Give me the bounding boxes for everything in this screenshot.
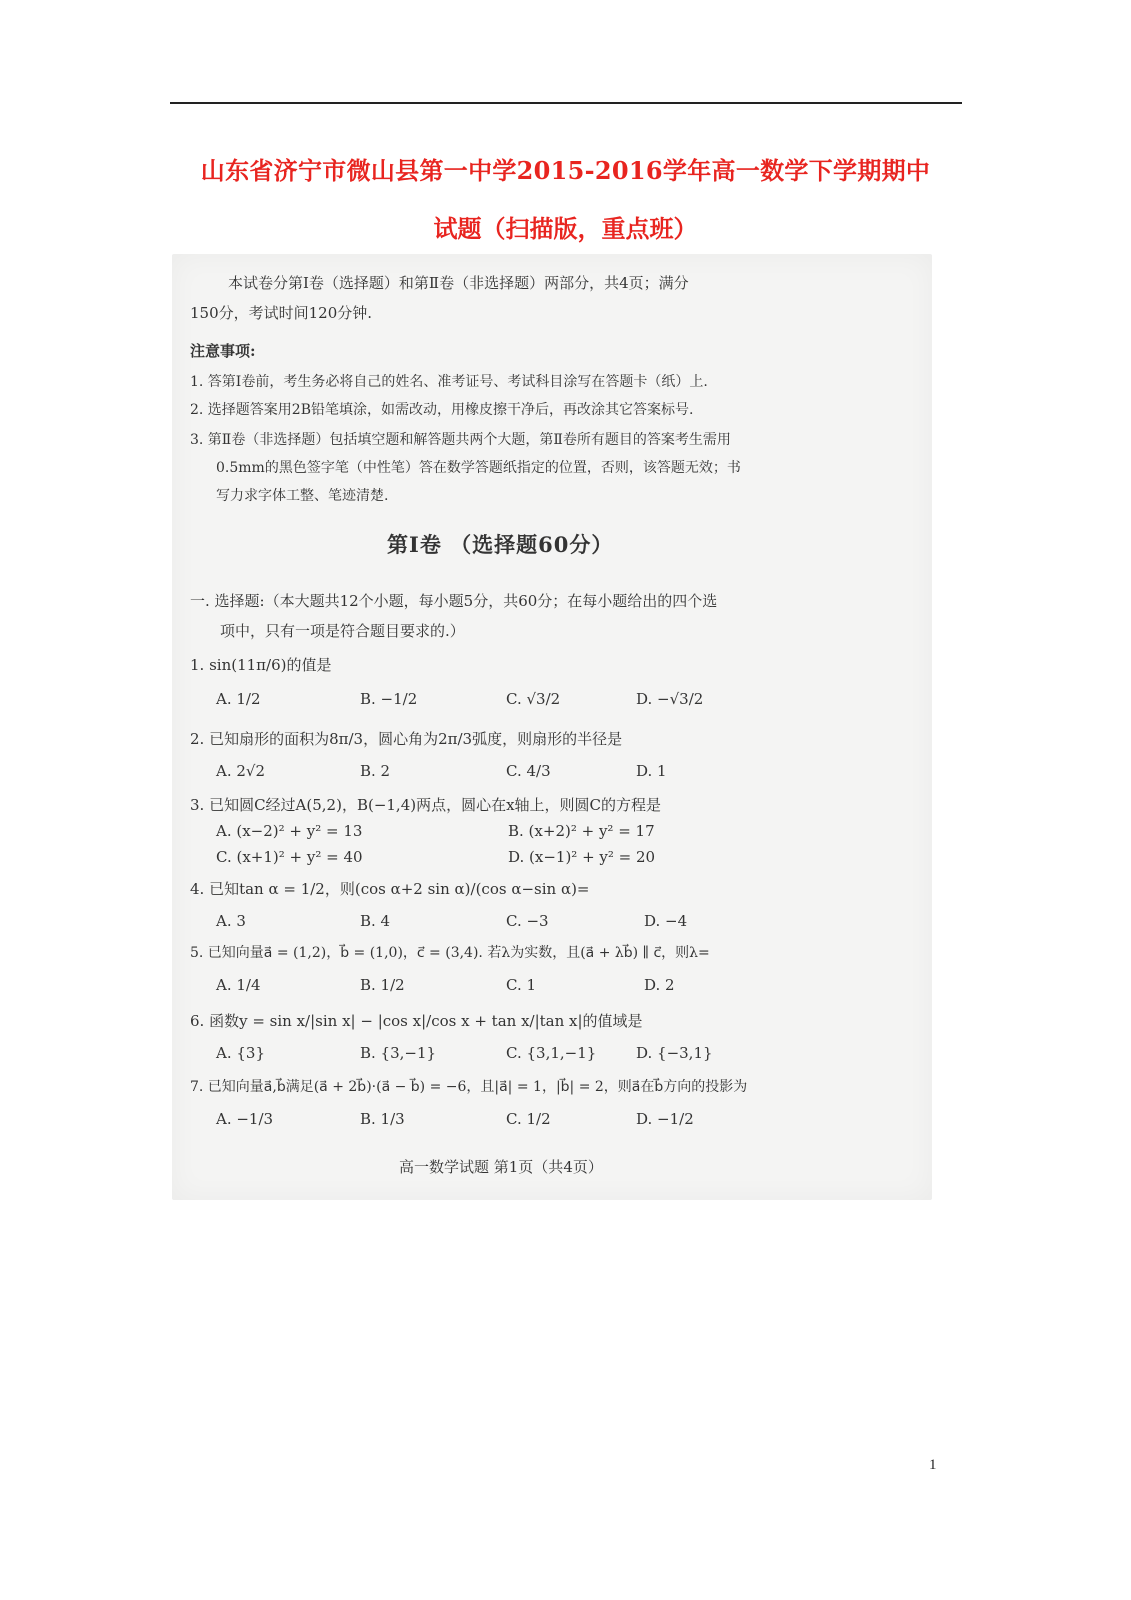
question-5-option-d: D. 2 bbox=[644, 976, 675, 994]
question-3-option-c: C. (x+1)² + y² = 40 bbox=[216, 848, 363, 866]
question-1-option-a: A. 1/2 bbox=[216, 690, 261, 708]
question-4-stem: 4. 已知tan α = 1/2，则(cos α+2 sin α)/(cos α−sin α)= bbox=[190, 880, 590, 898]
part1-instruction-2: 项中，只有一项是符合题目要求的.） bbox=[220, 622, 465, 640]
document-title-line2: 试题（扫描版，重点班） bbox=[433, 214, 698, 243]
notice-item-3-end: 写力求字体工整、笔迹清楚. bbox=[216, 488, 389, 504]
section-title: 第Ⅰ卷 （选择题60分） bbox=[387, 532, 614, 557]
page-number: 1 bbox=[929, 1457, 937, 1473]
question-4-option-c: C. −3 bbox=[506, 912, 549, 930]
question-2-option-d: D. 1 bbox=[636, 762, 667, 780]
question-3-stem: 3. 已知圆C经过A(5,2)，B(−1,4)两点，圆心在x轴上，则圆C的方程是 bbox=[190, 796, 662, 814]
notice-item-2: 2. 选择题答案用2B铅笔填涂，如需改动，用橡皮擦干净后，再改涂其它答案标号. bbox=[190, 402, 694, 418]
question-6-option-c: C. {3,1,−1} bbox=[506, 1044, 597, 1062]
question-4-option-a: A. 3 bbox=[216, 912, 246, 930]
question-3-option-b: B. (x+2)² + y² = 17 bbox=[508, 822, 655, 840]
notice-item-3: 3. 第Ⅱ卷（非选择题）包括填空题和解答题共两个大题，第Ⅱ卷所有题目的答案考生需用 bbox=[190, 432, 731, 448]
notice-item-3-cont: 0.5mm的黑色签字笔（中性笔）答在数学答题纸指定的位置，否则，该答题无效；书 bbox=[216, 460, 741, 476]
scanned-exam-page bbox=[172, 254, 932, 1200]
document-title-line1: 山东省济宁市微山县第一中学2015-2016学年高一数学下学期期中 bbox=[200, 156, 931, 185]
question-4-option-b: B. 4 bbox=[360, 912, 391, 930]
question-6-option-d: D. {−3,1} bbox=[636, 1044, 713, 1062]
question-1-option-b: B. −1/2 bbox=[360, 690, 418, 708]
question-2-stem: 2. 已知扇形的面积为8π/3，圆心角为2π/3弧度，则扇形的半径是 bbox=[190, 730, 623, 748]
question-1-stem: 1. sin(11π/6)的值是 bbox=[190, 656, 332, 674]
question-7-option-d: D. −1/2 bbox=[636, 1110, 694, 1128]
question-2-option-b: B. 2 bbox=[360, 762, 391, 780]
question-6-option-a: A. {3} bbox=[216, 1044, 265, 1062]
question-5-option-c: C. 1 bbox=[506, 976, 537, 994]
question-6-stem: 6. 函数y = sin x/|sin x| − |cos x|/cos x + tan x/|tan x|的值域是 bbox=[190, 1012, 643, 1030]
question-7-option-c: C. 1/2 bbox=[506, 1110, 551, 1128]
question-3-option-d: D. (x−1)² + y² = 20 bbox=[508, 848, 656, 866]
question-2-option-c: C. 4/3 bbox=[506, 762, 551, 780]
question-7-option-a: A. −1/3 bbox=[216, 1110, 274, 1128]
intro-line-2: 150分，考试时间120分钟. bbox=[190, 304, 373, 322]
question-2-option-a: A. 2√2 bbox=[216, 762, 266, 780]
question-7-stem: 7. 已知向量a⃗,b⃗满足(a⃗ + 2b⃗)·(a⃗ − b⃗) = −6，且|a⃗| = 1，|b⃗| = 2，则a⃗在b⃗方向的投影为 bbox=[190, 1079, 748, 1095]
scan-page-footer: 高一数学试题 第1页（共4页） bbox=[399, 1158, 603, 1176]
question-3-option-a: A. (x−2)² + y² = 13 bbox=[216, 822, 363, 840]
question-5-option-b: B. 1/2 bbox=[360, 976, 405, 994]
question-7-option-b: B. 1/3 bbox=[360, 1110, 405, 1128]
question-5-stem: 5. 已知向量a⃗ = (1,2)，b⃗ = (1,0)，c⃗ = (3,4). 若λ为实数，且(a⃗ + λb⃗) ∥ c⃗，则λ= bbox=[190, 945, 710, 961]
part1-instruction-1: 一. 选择题:（本大题共12个小题，每小题5分，共60分；在每小题给出的四个选 bbox=[190, 592, 718, 610]
notice-heading: 注意事项: bbox=[190, 342, 256, 360]
intro-line-1: 本试卷分第Ⅰ卷（选择题）和第Ⅱ卷（非选择题）两部分，共4页；满分 bbox=[228, 274, 689, 292]
question-6-option-b: B. {3,−1} bbox=[360, 1044, 437, 1062]
question-1-option-c: C. √3/2 bbox=[506, 690, 561, 708]
question-5-option-a: A. 1/4 bbox=[216, 976, 261, 994]
notice-item-1: 1. 答第Ⅰ卷前，考生务必将自己的姓名、准考证号、考试科目涂写在答题卡（纸）上. bbox=[190, 374, 708, 390]
question-1-option-d: D. −√3/2 bbox=[636, 690, 704, 708]
header-rule bbox=[170, 102, 962, 104]
question-4-option-d: D. −4 bbox=[644, 912, 688, 930]
